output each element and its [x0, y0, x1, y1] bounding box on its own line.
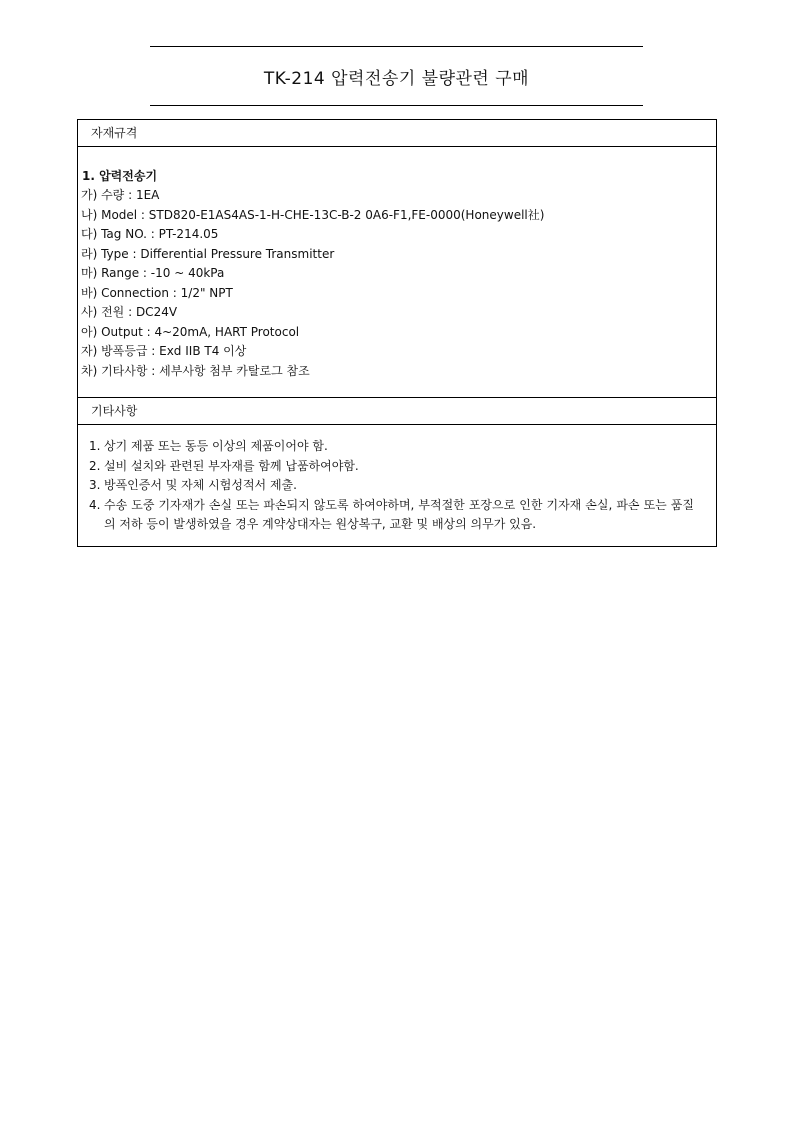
title-bottom-rule — [150, 105, 643, 106]
note-number: 2. — [89, 458, 101, 473]
note-text: 설비 설치와 관련된 부자재를 함께 납품하여야함. — [104, 458, 359, 473]
notes-section-body — [78, 425, 716, 546]
note-number: 3. — [89, 478, 101, 492]
spec-section-body — [78, 147, 716, 398]
spec-line-range: 마) Range : -10 ~ 40kPa — [81, 266, 225, 280]
spec-line-tag: 다) Tag NO. : PT-214.05 — [81, 227, 219, 241]
spec-table — [77, 119, 717, 547]
spec-item-heading: 1. 압력전송기 — [82, 169, 158, 183]
note-text: 방폭인증서 및 자체 시험성적서 제출. — [104, 478, 297, 492]
note-text: 수송 도중 기자재가 손실 또는 파손되지 않도록 하여야하며, 부적절한 포장으로 인한 기자재 손실, 파손 또는 품질의 저하 등이 발생하였을 경우 계약상대자는 원상복구, 교환 및 배상의 의무가 있음. — [104, 497, 694, 531]
document-title: TK-214 압력전송기 불량관련 구매 — [263, 69, 530, 89]
title-top-rule — [150, 46, 643, 47]
spec-line-other: 차) 기타사항 : 세부사항 첨부 카탈로그 참조 — [81, 363, 310, 378]
note-item — [89, 496, 694, 535]
note-item — [89, 476, 694, 496]
spec-line-model: 나) Model : STD820-E1AS4AS-1-H-CHE-13C-B-2 0A6-F1,FE-0000(Honeywell社) — [81, 207, 545, 222]
note-number: 1. — [89, 439, 101, 453]
spec-line-power: 사) 전원 : DC24V — [81, 305, 178, 319]
note-text: 상기 제품 또는 동등 이상의 제품이어야 함. — [104, 439, 328, 453]
spec-line-output: 아) Output : 4~20mA, HART Protocol — [81, 324, 300, 339]
spec-section-header: 자재규격 — [78, 120, 716, 147]
spec-line-type: 라) Type : Differential Pressure Transmitter — [81, 246, 335, 261]
note-item — [89, 437, 694, 457]
spec-line-quantity: 가) 수량 : 1EA — [81, 188, 160, 202]
notes-section-header: 기타사항 — [78, 398, 716, 425]
spec-line-explosion-grade: 자) 방폭등급 : Exd IIB T4 이상 — [81, 344, 247, 358]
note-item — [89, 457, 694, 477]
note-number: 4. — [89, 497, 101, 512]
spec-line-connection: 바) Connection : 1/2" NPT — [81, 285, 233, 300]
